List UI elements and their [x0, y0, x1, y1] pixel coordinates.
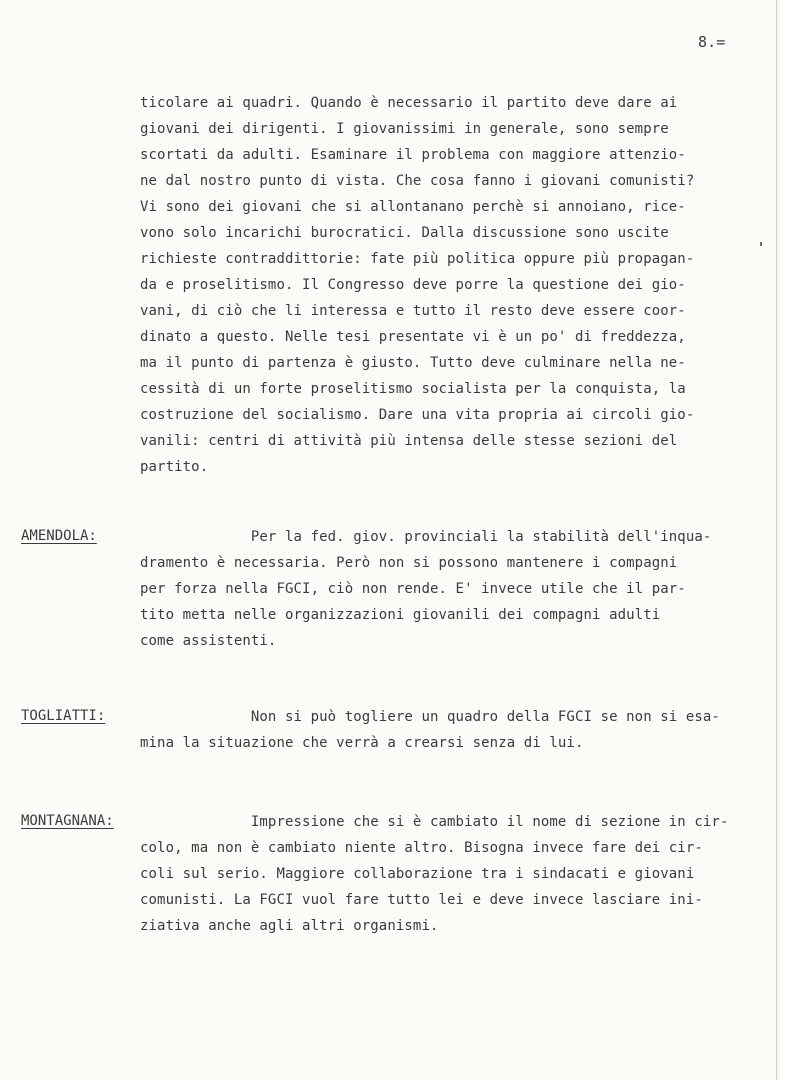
text-line: dinato a questo. Nelle tesi presentate vi è un po' di freddezza,: [140, 329, 686, 345]
text-line: dramento è necessaria. Però non si possono mantenere i compagni: [140, 555, 678, 571]
text-line: cessità di un forte proselitismo socialista per la conquista, la: [140, 381, 686, 397]
margin-mark: [760, 242, 762, 246]
text-line: costruzione del socialismo. Dare una vita propria ai circoli gio-: [140, 407, 695, 423]
text-line: tito metta nelle organizzazioni giovanili dei compagni adulti: [140, 607, 661, 623]
text-line: vanili: centri di attività più intensa delle stesse sezioni del: [140, 433, 678, 449]
text-line: coli sul serio. Maggiore collaborazione tra i sindacati e giovani: [140, 866, 695, 882]
text-line: partito.: [140, 459, 209, 475]
text-line: vono solo incarichi burocratici. Dalla discussione sono uscite: [140, 225, 669, 241]
text-line: ticolare ai quadri. Quando è necessario il partito deve dare ai: [140, 95, 678, 111]
text-line: Per la fed. giov. provinciali la stabilità dell'inqua-: [140, 529, 712, 545]
text-line: ne dal nostro punto di vista. Che cosa fanno i giovani comunisti?: [140, 173, 695, 189]
text-line: scortati da adulti. Esaminare il problema con maggiore attenzio-: [140, 147, 686, 163]
text-line: colo, ma non è cambiato niente altro. Bisogna invece fare dei cir-: [140, 840, 703, 856]
text-line: vani, di ciò che li interessa e tutto il resto deve essere coor-: [140, 303, 686, 319]
text-line: mina la situazione che verrà a crearsi senza di lui.: [140, 735, 584, 751]
speaker-name-amendola: AMENDOLA:: [21, 528, 97, 544]
page-number: 8.=: [698, 33, 726, 51]
text-line: richieste contraddittorie: fate più politica oppure più propagan-: [140, 251, 695, 267]
text-line: come assistenti.: [140, 633, 277, 649]
text-line: ziativa anche agli altri organismi.: [140, 918, 439, 934]
text-line: giovani dei dirigenti. I giovanissimi in generale, sono sempre: [140, 121, 669, 137]
text-line: Vi sono dei giovani che si allontanano perchè si annoiano, rice-: [140, 199, 686, 215]
speaker-name-togliatti: TOGLIATTI:: [21, 708, 106, 724]
text-line: comunisti. La FGCI vuol fare tutto lei e deve invece lasciare ini-: [140, 892, 703, 908]
text-line: Impressione che si è cambiato il nome di sezione in cir-: [140, 814, 729, 830]
text-line: ma il punto di partenza è giusto. Tutto deve culminare nella ne-: [140, 355, 686, 371]
text-line: Non si può togliere un quadro della FGCI se non si esa-: [140, 709, 720, 725]
text-line: per forza nella FGCI, ciò non rende. E' invece utile che il par-: [140, 581, 686, 597]
speaker-name-montagnana: MONTAGNANA:: [21, 813, 114, 829]
text-line: da e proselitismo. Il Congresso deve porre la questione dei gio-: [140, 277, 686, 293]
